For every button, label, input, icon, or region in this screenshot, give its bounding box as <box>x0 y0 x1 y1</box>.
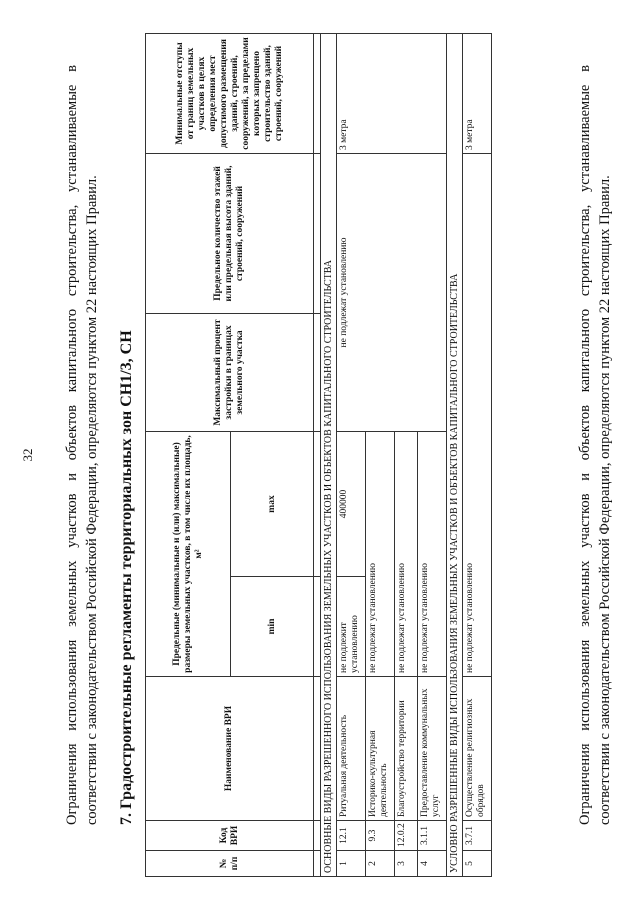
cell-min-max: не подлежат установлению <box>366 432 395 677</box>
cell-setback: 3 метра <box>337 34 447 154</box>
cell-min-max: не подлежат установлению <box>395 432 418 677</box>
cell-num: 5 <box>463 851 492 877</box>
cell-code: 3.1.1 <box>418 821 447 851</box>
page-number: 32 <box>20 448 35 462</box>
header-code: Код ВРИ <box>146 821 314 851</box>
section-label-conditional: УСЛОВНО РАЗРЕШЕННЫЕ ВИДЫ ИСПОЛЬЗОВАНИЯ ЗЕМЕЛЬНЫХ УЧАСТКОВ И ОБЪЕКТОВ КАПИТАЛЬНОГО СТРОИТЕЛЬСТВА <box>447 34 463 877</box>
cell-name: Предоставление коммунальных услуг <box>418 677 447 821</box>
regulations-table <box>145 33 492 877</box>
cell-min: не подлежит установлению <box>337 577 366 677</box>
cell-max: 400000 <box>337 432 366 577</box>
paragraph-line: соответствии с законодательством Российской Федерации, определяются пунктом 22 настоящих Правил. <box>84 175 100 825</box>
cell-coverage-floors: не подлежат установлению <box>337 154 447 432</box>
cell-min-max: не подлежат установлению <box>463 154 492 677</box>
cell-name: Ритуальная деятельность <box>337 677 366 821</box>
cell-code: 12.1 <box>337 821 366 851</box>
paragraph-line: Ограничения использования земельных участков и объектов капитального строительства, устанавливаемые в <box>577 65 593 825</box>
header-max: max <box>231 432 314 577</box>
cell-name: Историко-культурная деятельность <box>366 677 395 821</box>
header-name: Наименование ВРИ <box>146 677 314 821</box>
section-label-main: ОСНОВНЫЕ ВИДЫ РАЗРЕШЕННОГО ИСПОЛЬЗОВАНИЯ ЗЕМЕЛЬНЫХ УЧАСТКОВ И ОБЪЕКТОВ КАПИТАЛЬНОГО СТРОИТЕЛЬСТВА <box>321 34 337 877</box>
paragraph-line: Ограничения использования земельных участков и объектов капитального строительства, устанавливаемые в <box>64 65 80 825</box>
regulations-table-container <box>145 34 492 877</box>
header-min: min <box>231 577 314 677</box>
section-row-main <box>321 34 337 877</box>
header-coverage: Максимальный процент застройки в границах земельного участка <box>146 314 314 432</box>
cell-name: Осуществление религиозных обрядов <box>463 677 492 821</box>
cell-setback: 3 метра <box>463 34 492 154</box>
header-setbacks: Минимальные отступы от границ земельных участков в целях определения мест допустимого размещения зданий, строений, сооружений, за пределами которых запрещено строительство зданий, строений, сооружений <box>146 34 314 154</box>
spacer-row <box>314 34 321 877</box>
paragraph-line: соответствии с законодательством Российской Федерации, определяются пунктом 22 настоящих Правил. <box>597 175 613 825</box>
table-row <box>463 34 492 877</box>
restrictions-paragraph-bottom <box>575 65 615 825</box>
cell-num: 2 <box>366 851 395 877</box>
cell-min-max: не подлежат установлению <box>418 432 447 677</box>
cell-code: 9.3 <box>366 821 395 851</box>
section-title: 7. Градостроительные регламенты территориальных зон СН1/3, СН <box>118 330 135 825</box>
header-num: № п/п <box>146 851 314 877</box>
header-floors: Предельное количество этажей или предельная высота зданий, строений, сооружений <box>146 154 314 314</box>
restrictions-paragraph-top <box>62 65 102 825</box>
cell-code: 12.0.2 <box>395 821 418 851</box>
cell-num: 4 <box>418 851 447 877</box>
section-row-conditional <box>447 34 463 877</box>
cell-code: 3.7.1 <box>463 821 492 851</box>
cell-num: 1 <box>337 851 366 877</box>
cell-num: 3 <box>395 851 418 877</box>
header-size-group: Предельные (минимальные и (или) максимальные) размеры земельных участков, в том числе их площадь, м² <box>146 432 231 677</box>
table-row <box>337 34 366 877</box>
cell-name: Благоустройство территории <box>395 677 418 821</box>
